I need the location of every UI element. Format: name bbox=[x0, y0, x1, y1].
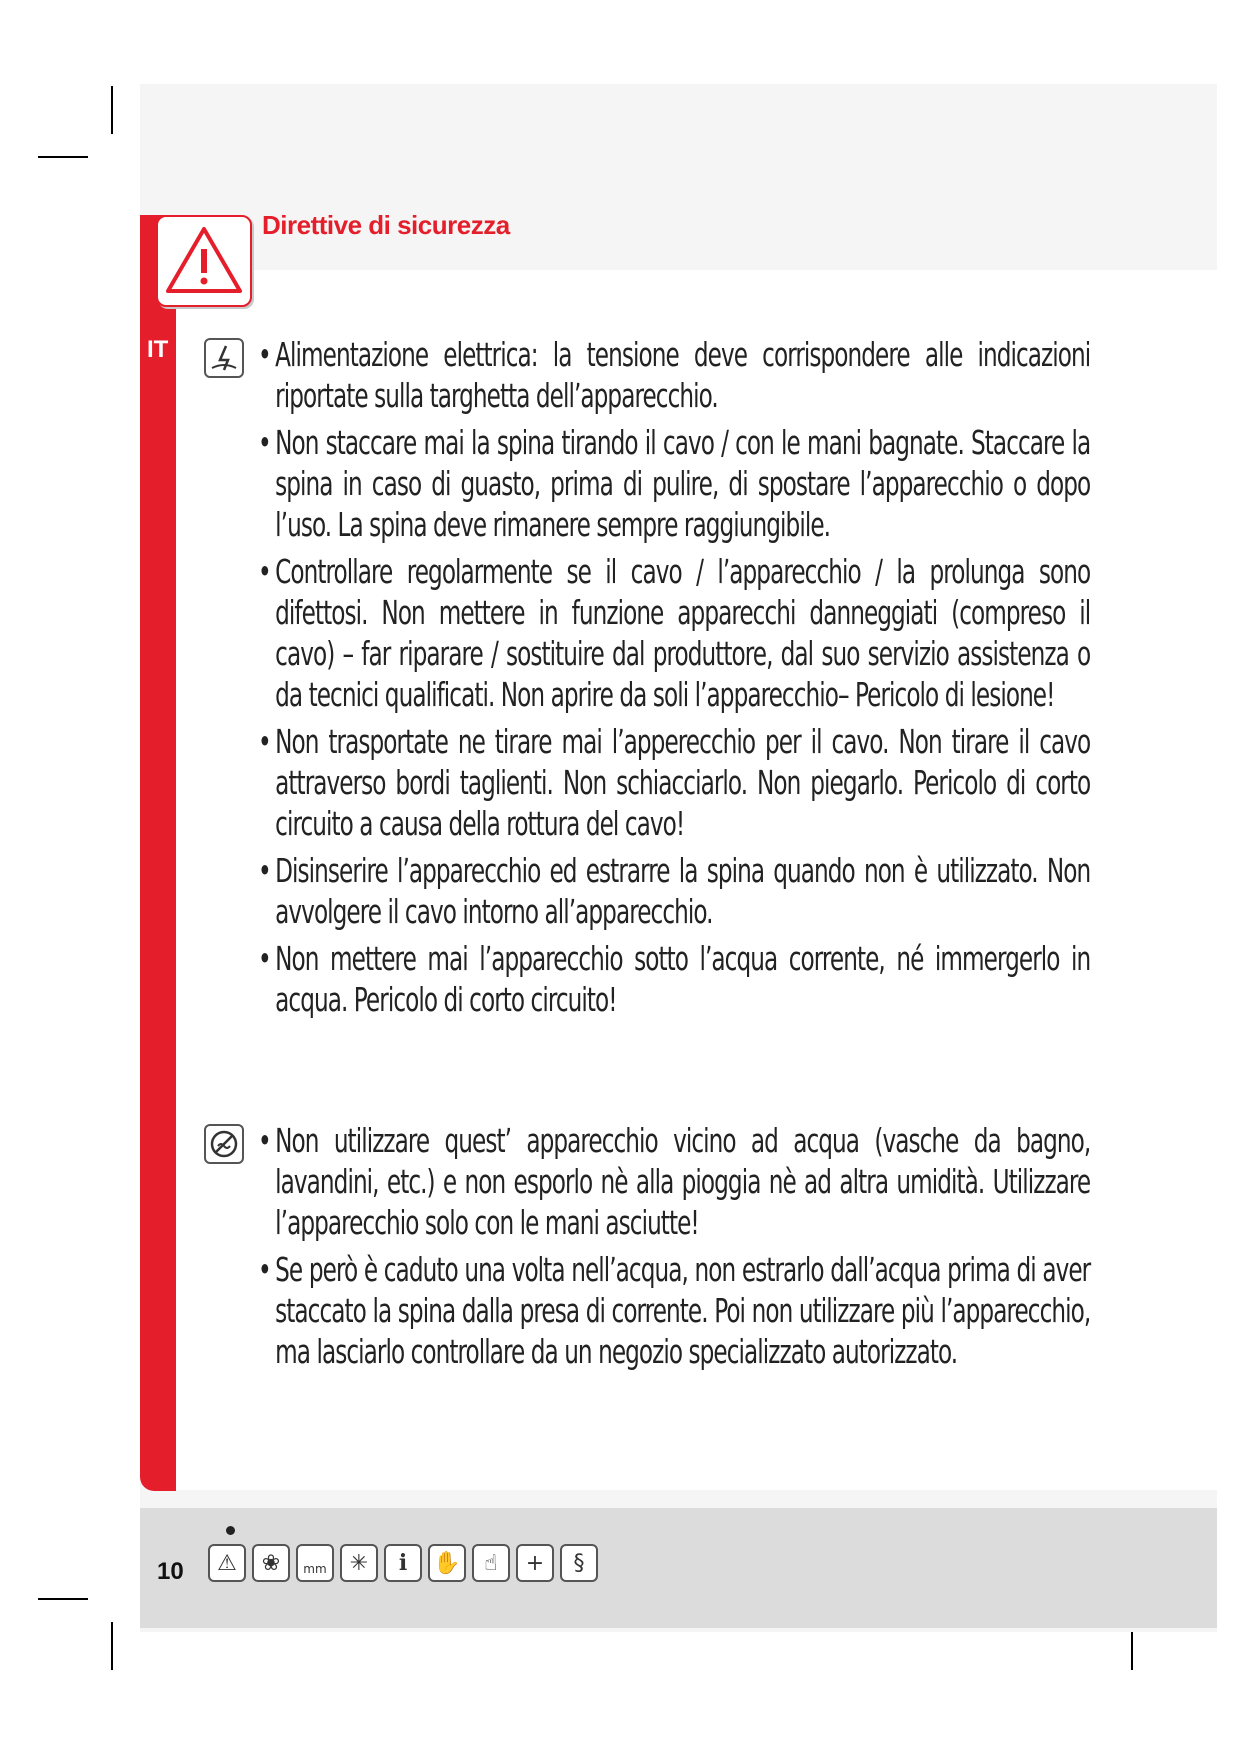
warning-badge bbox=[156, 215, 252, 307]
page-number: 10 bbox=[157, 1558, 184, 1585]
section-title: Direttive di sicurezza bbox=[262, 210, 510, 240]
crop-mark bbox=[111, 1622, 113, 1670]
list-item: • Disinserire l’apparecchio ed estrarre la spina quando non è utilizzato. Non avvolgere il cavo intorno all’apparecchio. bbox=[258, 850, 1090, 932]
sparkle-plus-icon[interactable]: + bbox=[516, 1544, 554, 1582]
hand-icon[interactable]: ✋ bbox=[428, 1544, 466, 1582]
asterisk-icon[interactable]: ✳ bbox=[340, 1544, 378, 1582]
paragraph-icon[interactable]: § bbox=[560, 1544, 598, 1582]
section-nav bbox=[208, 1544, 598, 1582]
warning-triangle-icon bbox=[158, 217, 250, 305]
electric-plug-icon bbox=[204, 338, 244, 378]
no-water-icon bbox=[204, 1124, 244, 1164]
list-item: • Alimentazione elettrica: la tensione deve corrispondere alle indicazioni riportate sulla targhetta dell’apparecchio. bbox=[258, 334, 1090, 416]
list-item: • Non utilizzare quest’ apparecchio vicino ad acqua (vasche da bagno, lavandini, etc.) e non esporlo nè alla pioggia nè ad altra umidità. Utilizzare l’apparecchio solo con le mani asciutte! bbox=[258, 1120, 1090, 1243]
list-item: • Se però è caduto una volta nell’acqua, non estrarlo dall’acqua prima di aver staccato la spina dalla presa di corrente. Poi non utilizzare più l’apparecchio, ma lasciarlo controllare da un negozio specializzato autorizzato. bbox=[258, 1249, 1090, 1372]
side-accent-bar bbox=[140, 215, 176, 1491]
info-icon[interactable]: i bbox=[384, 1544, 422, 1582]
pointing-hand-icon[interactable]: ☝ bbox=[472, 1544, 510, 1582]
crop-mark bbox=[38, 156, 88, 158]
warning-icon[interactable]: ⚠ bbox=[208, 1544, 246, 1582]
list-item: • Non trasportate ne tirare mai l’apperecchio per il cavo. Non tirare il cavo attraverso bordi taglienti. Non schiacciarlo. Non piegarlo. Pericolo di corto circuito a causa della rottura del cavo! bbox=[258, 721, 1090, 844]
active-section-indicator bbox=[226, 1526, 235, 1535]
flower-icon[interactable]: ❀ bbox=[252, 1544, 290, 1582]
water-safety-list bbox=[258, 1120, 1091, 1378]
language-label: IT bbox=[147, 336, 169, 363]
crop-mark bbox=[38, 1598, 88, 1600]
list-item: • Non staccare mai la spina tirando il cavo / con le mani bagnate. Staccare la spina in caso di guasto, prima di pulire, di spostare l’apparecchio o dopo l’uso. La spina deve rimanere sempre raggiungibile. bbox=[258, 422, 1090, 545]
ruler-mm-icon[interactable]: mm bbox=[296, 1544, 334, 1582]
crop-mark bbox=[111, 86, 113, 134]
list-item: • Controllare regolarmente se il cavo / l’apparecchio / la prolunga sono difettosi. Non mettere in funzione apparecchi danneggiati (compreso il cavo) – far riparare / sostituire dal produttore, dal suo servizio assistenza o da tecnici qualificati. Non aprire da soli l’apparecchio– Pericolo di lesione! bbox=[258, 551, 1090, 715]
power-safety-list bbox=[258, 334, 1091, 1026]
list-item: • Non mettere mai l’apparecchio sotto l’acqua corrente, né immergerlo in acqua. Pericolo di corto circuito! bbox=[258, 938, 1090, 1020]
